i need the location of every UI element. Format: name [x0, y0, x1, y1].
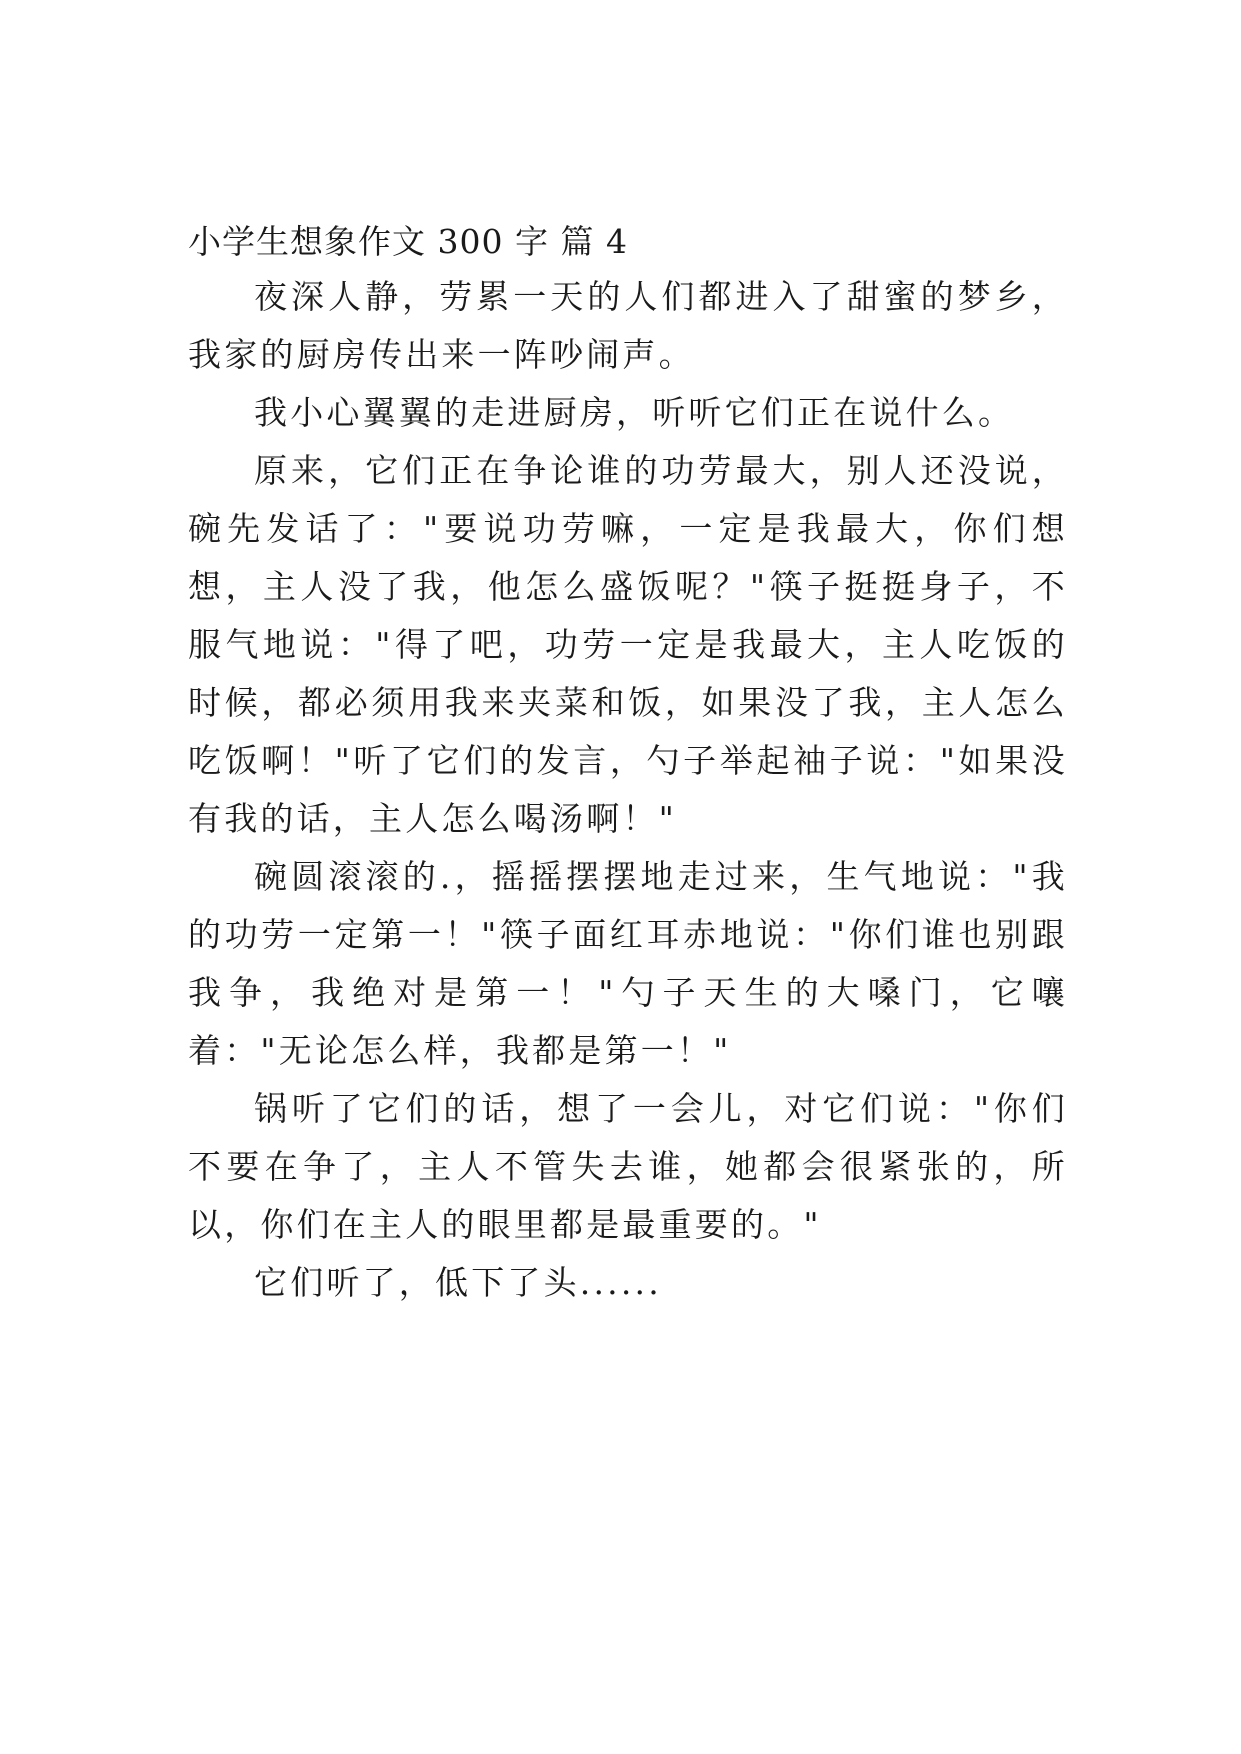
document-title: 小学生想象作文 300 字 篇 4 [188, 222, 628, 261]
paragraph-5: 锅听了它们的话，想了一会儿，对它们说："你们不要在争了，主人不管失去谁，她都会很紧张的，所以，你们在主人的眼里都是最重要的。" [188, 1089, 1068, 1244]
document-body [188, 222, 1068, 1312]
paragraph-1: 夜深人静，劳累一天的人们都进入了甜蜜的梦乡，我家的厨房传出来一阵吵闹声。 [188, 277, 1068, 374]
paragraph-3: 原来，它们正在争论谁的功劳最大，别人还没说，碗先发话了："要说功劳嘛，一定是我最大，你们想想，主人没了我，他怎么盛饭呢？"筷子挺挺身子，不服气地说："得了吧，功劳一定是我最大，主人吃饭的时候，都必须用我来夹菜和饭，如果没了我，主人怎么吃饭啊！"听了它们的发言，勺子举起袖子说："如果没有我的话，主人怎么喝汤啊！" [188, 451, 1068, 838]
paragraph-6: 它们听了，低下了头...... [254, 1263, 662, 1302]
paragraph-4: 碗圆滚滚的.，摇摇摆摆地走过来，生气地说："我的功劳一定第一！"筷子面红耳赤地说："你们谁也别跟我争，我绝对是第一！"勺子天生的大嗓门，它嚷着："无论怎么样，我都是第一！" [188, 857, 1068, 1070]
paragraph-2: 我小心翼翼的走进厨房，听听它们正在说什么。 [254, 393, 1015, 432]
